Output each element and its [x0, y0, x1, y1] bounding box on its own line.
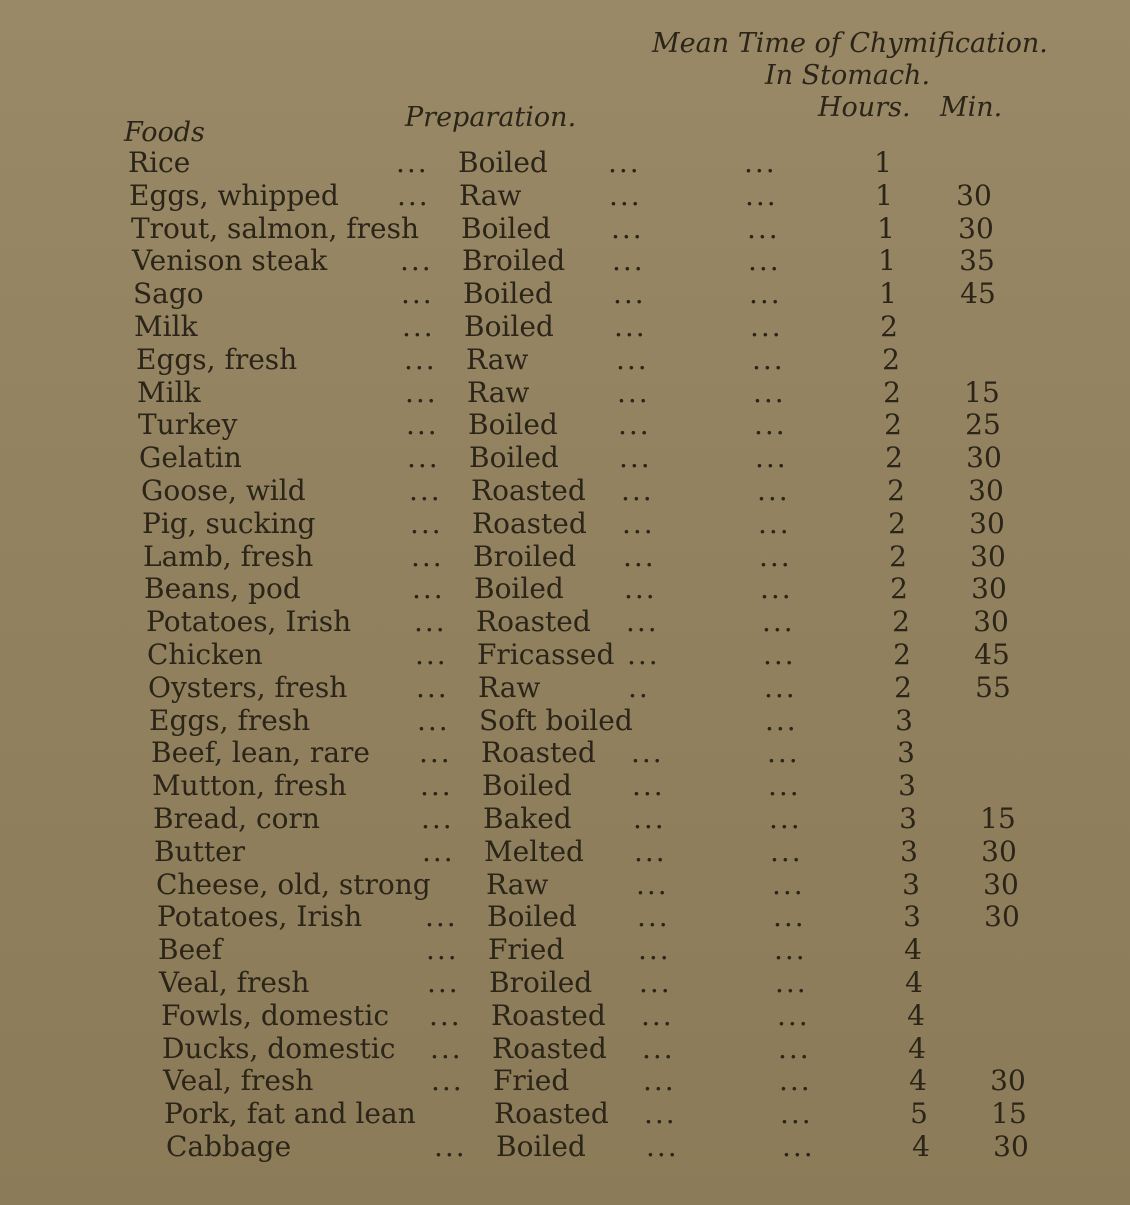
leader-dots: ...	[614, 310, 647, 343]
hours-value: 3	[897, 736, 915, 769]
hours-value: 2	[888, 507, 906, 540]
leader-dots: ...	[622, 507, 655, 540]
minutes-value: 30	[956, 179, 992, 212]
food-name: Mutton, fresh	[152, 769, 347, 802]
table-row	[152, 769, 1000, 802]
leader-dots: ...	[402, 310, 435, 343]
minutes-value: 15	[964, 376, 1000, 409]
leader-dots: ...	[612, 244, 645, 277]
hours-value: 4	[907, 999, 925, 1032]
leader-dots: ...	[411, 540, 444, 573]
food-name: Ducks, domestic	[162, 1032, 396, 1065]
preparation-method: Raw	[478, 671, 541, 704]
leader-dots: ...	[634, 835, 667, 868]
preparation-method: Raw	[467, 376, 530, 409]
leader-dots: ...	[624, 572, 657, 605]
leader-dots: ...	[623, 540, 656, 573]
leader-dots: ...	[611, 212, 644, 245]
column-header-min: Min.	[940, 92, 1003, 123]
preparation-method: Roasted	[494, 1097, 609, 1130]
minutes-value: 30	[993, 1130, 1029, 1163]
leader-dots: ...	[419, 736, 452, 769]
minutes-value: 30	[970, 540, 1006, 573]
leader-dots: ...	[397, 179, 430, 212]
preparation-method: Boiled	[482, 769, 572, 802]
hours-value: 1	[878, 244, 896, 277]
leader-dots: ...	[613, 277, 646, 310]
leader-dots: ...	[632, 769, 665, 802]
food-name: Sago	[133, 277, 204, 310]
table-row	[133, 277, 1000, 310]
leader-dots: ...	[404, 343, 437, 376]
preparation-method: Roasted	[472, 507, 587, 540]
table-subtitle: In Stomach.	[765, 60, 931, 91]
preparation-method: Fried	[488, 933, 565, 966]
leader-dots: ...	[774, 933, 807, 966]
hours-value: 2	[884, 408, 902, 441]
leader-dots: ...	[631, 736, 664, 769]
table-row	[132, 244, 1000, 277]
food-name: Pork, fat and lean	[164, 1097, 416, 1130]
food-name: Oysters, fresh	[148, 671, 348, 704]
leader-dots: ...	[426, 933, 459, 966]
table-row	[162, 1032, 1000, 1065]
leader-dots: ...	[427, 966, 460, 999]
leader-dots: ...	[406, 408, 439, 441]
preparation-method: Broiled	[489, 966, 593, 999]
leader-dots: ...	[638, 933, 671, 966]
minutes-value: 30	[973, 605, 1009, 638]
table-row	[164, 1097, 1027, 1130]
leader-dots: ...	[400, 244, 433, 277]
table-row	[134, 310, 1000, 343]
minutes-value: 45	[974, 638, 1010, 671]
hours-value: 4	[909, 1064, 927, 1097]
food-name: Eggs, fresh	[136, 343, 298, 376]
hours-value: 4	[904, 933, 922, 966]
food-name: Pig, sucking	[142, 507, 316, 540]
column-header-preparation: Preparation.	[405, 102, 577, 133]
leader-dots: ...	[417, 704, 450, 737]
hours-value: 5	[910, 1097, 928, 1130]
table-row	[142, 507, 1005, 540]
leader-dots: ...	[745, 179, 778, 212]
table-title: Mean Time of Chymification.	[652, 28, 1048, 59]
leader-dots: ...	[778, 1032, 811, 1065]
leader-dots: ...	[642, 1032, 675, 1065]
hours-value: 2	[889, 540, 907, 573]
leader-dots: ...	[758, 507, 791, 540]
preparation-method: Fricassed	[477, 638, 615, 671]
leader-dots: ...	[430, 1032, 463, 1065]
hours-value: 2	[885, 441, 903, 474]
table-row	[143, 540, 1006, 573]
minutes-value: 30	[984, 900, 1020, 933]
minutes-value: 30	[981, 835, 1017, 868]
minutes-value: 30	[958, 212, 994, 245]
leader-dots: ...	[752, 343, 785, 376]
preparation-method: Roasted	[492, 1032, 607, 1065]
leader-dots: ...	[617, 376, 650, 409]
leader-dots: ...	[763, 638, 796, 671]
food-name: Eggs, whipped	[129, 179, 339, 212]
leader-dots: ...	[753, 376, 786, 409]
minutes-value: 30	[969, 507, 1005, 540]
preparation-method: Boiled	[463, 277, 553, 310]
food-name: Fowls, domestic	[161, 999, 390, 1032]
leader-dots: ..	[628, 671, 650, 704]
preparation-method: Raw	[459, 179, 522, 212]
leader-dots: ...	[767, 736, 800, 769]
table-row	[163, 1064, 1026, 1097]
preparation-method: Boiled	[474, 572, 564, 605]
table-row	[158, 933, 1000, 966]
preparation-method: Roasted	[481, 736, 596, 769]
minutes-value: 30	[971, 572, 1007, 605]
table-row	[149, 704, 1000, 737]
food-name: Cheese, old, strong	[156, 868, 431, 901]
minutes-value: 30	[990, 1064, 1026, 1097]
hours-value: 2	[887, 474, 905, 507]
preparation-method: Boiled	[464, 310, 554, 343]
minutes-value: 30	[968, 474, 1004, 507]
hours-value: 3	[902, 868, 920, 901]
preparation-method: Fried	[493, 1064, 570, 1097]
hours-value: 1	[874, 146, 892, 179]
leader-dots: ...	[616, 343, 649, 376]
food-name: Beef	[158, 933, 223, 966]
food-name: Veal, fresh	[163, 1064, 314, 1097]
preparation-method: Boiled	[461, 212, 551, 245]
minutes-value: 55	[975, 671, 1011, 704]
food-name: Milk	[137, 376, 201, 409]
table-row	[151, 736, 1000, 769]
food-name: Venison steak	[132, 244, 328, 277]
table-row	[146, 605, 1009, 638]
leader-dots: ...	[618, 408, 651, 441]
leader-dots: ...	[757, 474, 790, 507]
hours-value: 3	[895, 704, 913, 737]
food-name: Veal, fresh	[159, 966, 310, 999]
food-name: Trout, salmon, fresh	[131, 212, 419, 245]
hours-value: 3	[900, 835, 918, 868]
leader-dots: ...	[643, 1064, 676, 1097]
preparation-method: Raw	[486, 868, 549, 901]
food-name: Rice	[128, 146, 191, 179]
food-name: Goose, wild	[141, 474, 306, 507]
leader-dots: ...	[782, 1130, 815, 1163]
hours-value: 4	[905, 966, 923, 999]
leader-dots: ...	[420, 769, 453, 802]
leader-dots: ...	[627, 638, 660, 671]
food-name: Butter	[154, 835, 246, 868]
hours-value: 3	[898, 769, 916, 802]
leader-dots: ...	[431, 1064, 464, 1097]
preparation-method: Roasted	[471, 474, 586, 507]
preparation-method: Roasted	[476, 605, 591, 638]
food-name: Bread, corn	[153, 802, 320, 835]
leader-dots: ...	[407, 441, 440, 474]
food-name: Turkey	[138, 408, 238, 441]
table-row	[166, 1130, 1029, 1163]
hours-value: 3	[899, 802, 917, 835]
leader-dots: ...	[414, 605, 447, 638]
hours-value: 4	[908, 1032, 926, 1065]
leader-dots: ...	[416, 671, 449, 704]
table-row	[139, 441, 1000, 474]
leader-dots: ...	[646, 1130, 679, 1163]
table-row	[148, 671, 1011, 704]
leader-dots: ...	[773, 900, 806, 933]
leader-dots: ...	[401, 277, 434, 310]
leader-dots: ...	[779, 1064, 812, 1097]
leader-dots: ...	[644, 1097, 677, 1130]
food-name: Gelatin	[139, 441, 242, 474]
column-header-hours: Hours.	[818, 92, 911, 123]
hours-value: 2	[883, 376, 901, 409]
hours-value: 2	[880, 310, 898, 343]
preparation-method: Boiled	[469, 441, 559, 474]
leader-dots: ...	[609, 179, 642, 212]
hours-value: 2	[893, 638, 911, 671]
preparation-method: Baked	[483, 802, 572, 835]
preparation-method: Boiled	[458, 146, 548, 179]
leader-dots: ...	[780, 1097, 813, 1130]
food-name: Eggs, fresh	[149, 704, 311, 737]
table-row	[154, 835, 1017, 868]
hours-value: 1	[877, 212, 895, 245]
preparation-method: Boiled	[496, 1130, 586, 1163]
leader-dots: ...	[775, 966, 808, 999]
minutes-value: 30	[983, 868, 1019, 901]
column-header-foods: Foods	[124, 117, 205, 148]
hours-value: 2	[890, 572, 908, 605]
leader-dots: ...	[396, 146, 429, 179]
leader-dots: ...	[760, 572, 793, 605]
leader-dots: ...	[768, 769, 801, 802]
table-row	[156, 868, 1019, 901]
minutes-value: 35	[959, 244, 995, 277]
food-name: Cabbage	[166, 1130, 292, 1163]
table-row	[129, 179, 1000, 212]
preparation-method: Melted	[484, 835, 584, 868]
leader-dots: ...	[765, 704, 798, 737]
preparation-method: Soft boiled	[479, 704, 633, 737]
leader-dots: ...	[636, 868, 669, 901]
table-row	[131, 212, 1000, 245]
leader-dots: ...	[422, 835, 455, 868]
minutes-value: 25	[965, 408, 1001, 441]
preparation-method: Broiled	[462, 244, 566, 277]
leader-dots: ...	[637, 900, 670, 933]
leader-dots: ...	[772, 868, 805, 901]
leader-dots: ...	[412, 572, 445, 605]
leader-dots: ...	[750, 310, 783, 343]
hours-value: 2	[892, 605, 910, 638]
minutes-value: 30	[966, 441, 1002, 474]
leader-dots: ...	[633, 802, 666, 835]
hours-value: 1	[875, 179, 893, 212]
leader-dots: ...	[754, 408, 787, 441]
table-row	[153, 802, 1016, 835]
leader-dots: ...	[415, 638, 448, 671]
table-row	[136, 343, 1000, 376]
minutes-value: 15	[980, 802, 1016, 835]
leader-dots: ...	[748, 244, 781, 277]
hours-value: 2	[882, 343, 900, 376]
leader-dots: ...	[755, 441, 788, 474]
food-name: Beef, lean, rare	[151, 736, 370, 769]
food-name: Chicken	[147, 638, 263, 671]
minutes-value: 15	[991, 1097, 1027, 1130]
leader-dots: ...	[764, 671, 797, 704]
leader-dots: ...	[641, 999, 674, 1032]
leader-dots: ...	[409, 474, 442, 507]
hours-value: 4	[912, 1130, 930, 1163]
leader-dots: ...	[425, 900, 458, 933]
leader-dots: ...	[608, 146, 641, 179]
table-row	[138, 408, 1000, 441]
leader-dots: ...	[744, 146, 777, 179]
leader-dots: ...	[770, 835, 803, 868]
table-row	[147, 638, 1010, 671]
table-row	[144, 572, 1007, 605]
table-row	[157, 900, 1020, 933]
preparation-method: Raw	[466, 343, 529, 376]
table-row	[141, 474, 1004, 507]
food-name: Lamb, fresh	[143, 540, 314, 573]
leader-dots: ...	[749, 277, 782, 310]
leader-dots: ...	[410, 507, 443, 540]
preparation-method: Boiled	[487, 900, 577, 933]
preparation-method: Broiled	[473, 540, 577, 573]
table-row	[159, 966, 1000, 999]
preparation-method: Roasted	[491, 999, 606, 1032]
hours-value: 3	[903, 900, 921, 933]
leader-dots: ...	[759, 540, 792, 573]
minutes-value: 45	[960, 277, 996, 310]
hours-value: 2	[894, 671, 912, 704]
food-name: Beans, pod	[144, 572, 301, 605]
food-name: Milk	[134, 310, 198, 343]
leader-dots: ...	[621, 474, 654, 507]
food-name: Potatoes, Irish	[146, 605, 352, 638]
leader-dots: ...	[429, 999, 462, 1032]
food-name: Potatoes, Irish	[157, 900, 363, 933]
leader-dots: ...	[777, 999, 810, 1032]
leader-dots: ...	[769, 802, 802, 835]
leader-dots: ...	[639, 966, 672, 999]
table-row	[128, 146, 1000, 179]
leader-dots: ...	[747, 212, 780, 245]
leader-dots: ...	[421, 802, 454, 835]
leader-dots: ...	[619, 441, 652, 474]
leader-dots: ...	[762, 605, 795, 638]
leader-dots: ...	[434, 1130, 467, 1163]
leader-dots: ...	[626, 605, 659, 638]
leader-dots: ...	[405, 376, 438, 409]
table-row	[161, 999, 1000, 1032]
hours-value: 1	[879, 277, 897, 310]
preparation-method: Boiled	[468, 408, 558, 441]
table-row	[137, 376, 1000, 409]
